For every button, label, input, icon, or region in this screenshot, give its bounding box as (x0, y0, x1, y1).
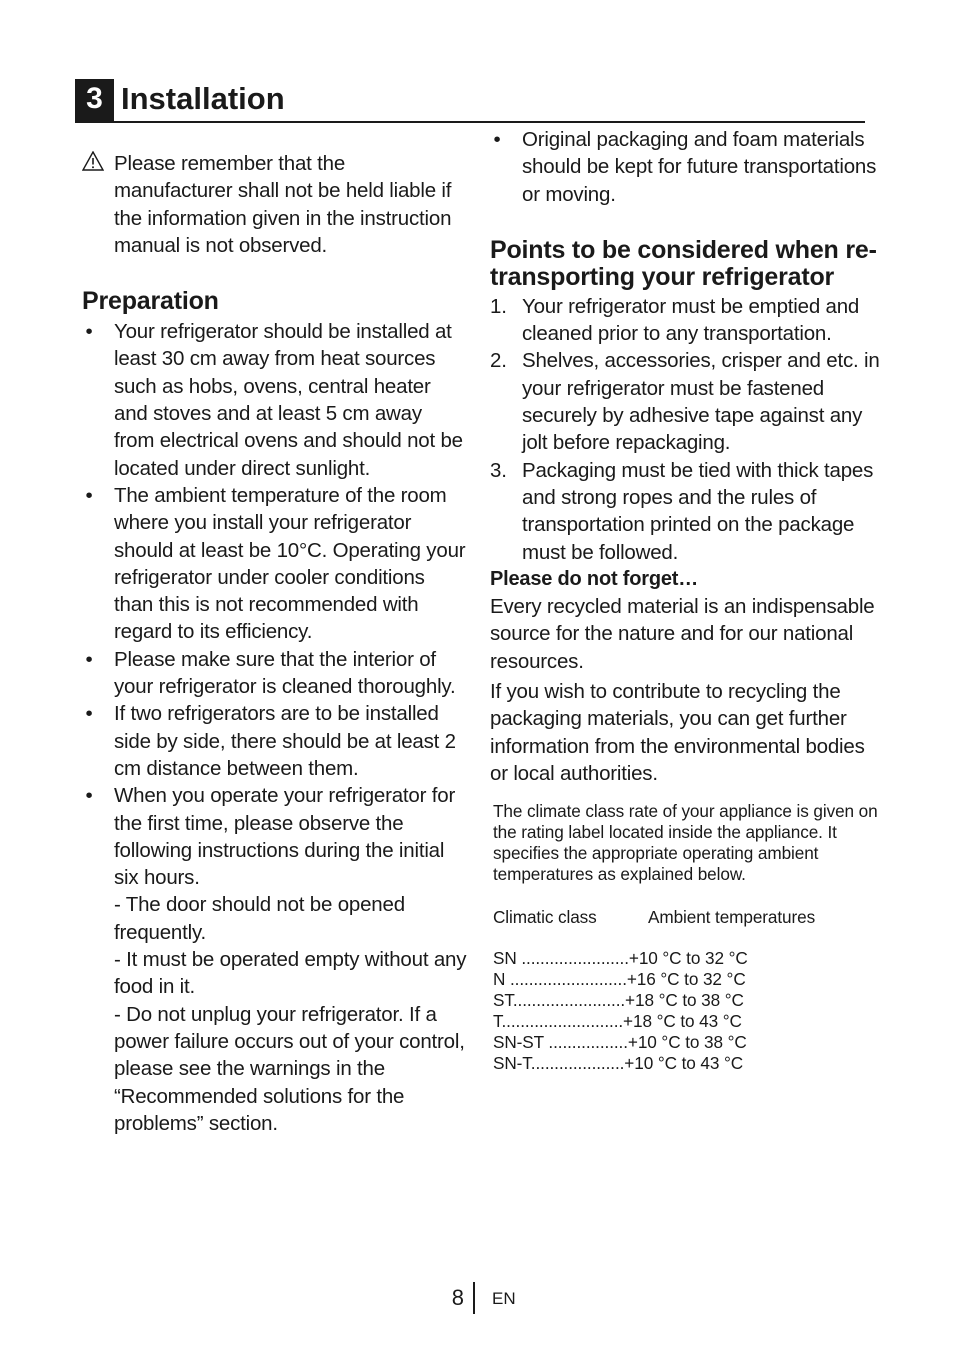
climate-header (493, 907, 880, 928)
warning-triangle-icon (82, 151, 104, 171)
bullet-dot-icon: • (85, 784, 93, 808)
list-item (82, 782, 467, 1137)
list-item-text: When you operate your refrigerator for the first time, please observe the following instructions during the initial six hours. (114, 784, 456, 890)
warning-text: Please remember that the manufacturer shall not be held liable if the information given in the instruction manual is not observed. (114, 152, 452, 257)
bullet-dot-icon: • (493, 128, 501, 151)
list-item (490, 126, 880, 208)
footer-divider (473, 1282, 475, 1314)
climate-intro: The climate class rate of your appliance is given on the rating label located inside the appliance. It specifies the appropriate operating ambient temperatures as explained below. (493, 801, 878, 885)
list-item-text: Your refrigerator should be installed at least 30 cm away from heat sources such as hobs, ovens, central heater and stoves and at least 5 cm away from electrical ovens and should not be located under direct sunlight. (114, 320, 463, 480)
transport-steps (490, 293, 880, 566)
warning-note (82, 150, 467, 259)
forget-heading: Please do not forget… (490, 567, 699, 590)
list-item-text: The ambient temperature of the room where you install your refrigerator should at least be 10°C. Operating your refrigerator under cooler conditions than this is not recommended with regard to its efficiency. (114, 483, 466, 644)
preparation-heading: Preparation (82, 287, 219, 316)
climate-row: SN-T....................+10 °C to 43 °C (493, 1053, 744, 1074)
climate-row: ST........................+18 °C to 38 °C (493, 990, 744, 1011)
forget-paragraph: Every recycled material is an indispensable source for the nature and for our national resources. (490, 595, 875, 673)
page-number: 8 (451, 1285, 464, 1310)
step-item (490, 457, 880, 566)
climate-col-class: Climatic class (493, 907, 597, 928)
step-number: 1. (490, 294, 507, 318)
list-item (82, 318, 467, 482)
sub-instruction: - The door should not be opened frequently. (114, 893, 405, 944)
right-column (490, 126, 880, 1074)
step-number: 3. (490, 458, 507, 482)
climate-row: T..........................+18 °C to 43 °C (493, 1011, 742, 1032)
step-item (490, 347, 880, 456)
climate-row: SN-ST .................+10 °C to 38 °C (493, 1032, 747, 1053)
transport-heading: Points to be considered when re-transporting your refrigerator (490, 235, 877, 291)
step-number: 2. (490, 349, 507, 373)
forget-paragraph: If you wish to contribute to recycling the packaging materials, you can get further information from the environmental bodies or local authorities. (490, 680, 865, 785)
step-text: Your refrigerator must be emptied and cleaned prior to any transportation. (522, 294, 860, 346)
bullet-dot-icon: • (85, 702, 93, 726)
sub-instruction: - Do not unplug your refrigerator. If a power failure occurs out of your control, please see the warnings in the “Recommended solutions for the problems” section. (114, 1002, 465, 1135)
list-item (82, 646, 467, 701)
preparation-list (82, 318, 467, 1137)
bullet-dot-icon: • (85, 647, 93, 671)
chapter-number: 3 (75, 79, 114, 121)
left-column (82, 150, 467, 1137)
step-text: Shelves, accessories, crisper and etc. in your refrigerator must be fastened securely by adhesive tape against any jolt before repackaging. (522, 349, 880, 455)
language-code: EN (492, 1289, 516, 1308)
packaging-list (490, 126, 880, 208)
list-item-text: Original packaging and foam materials should be kept for future transportations or moving. (522, 128, 877, 206)
list-item-text: Please make sure that the interior of your refrigerator is cleaned thoroughly. (114, 647, 456, 699)
chapter-title: Installation (121, 81, 285, 116)
bullet-dot-icon: • (85, 320, 93, 344)
list-item (82, 700, 467, 782)
list-item-text: If two refrigerators are to be installed side by side, there should be at least 2 cm distance between them. (114, 702, 456, 780)
chapter-header (75, 79, 865, 123)
sub-instruction: - It must be operated empty without any food in it. (114, 948, 467, 999)
list-item (82, 482, 467, 646)
step-item (490, 293, 880, 348)
step-text: Packaging must be tied with thick tapes and strong ropes and the rules of transportation printed on the package must be followed. (522, 458, 874, 564)
climate-col-temp: Ambient temperatures (648, 907, 816, 928)
climate-row: SN .......................+10 °C to 32 °C (493, 948, 748, 969)
bullet-dot-icon: • (85, 483, 93, 507)
climate-row: N .........................+16 °C to 32 °C (493, 969, 746, 990)
climate-table (493, 948, 880, 1074)
